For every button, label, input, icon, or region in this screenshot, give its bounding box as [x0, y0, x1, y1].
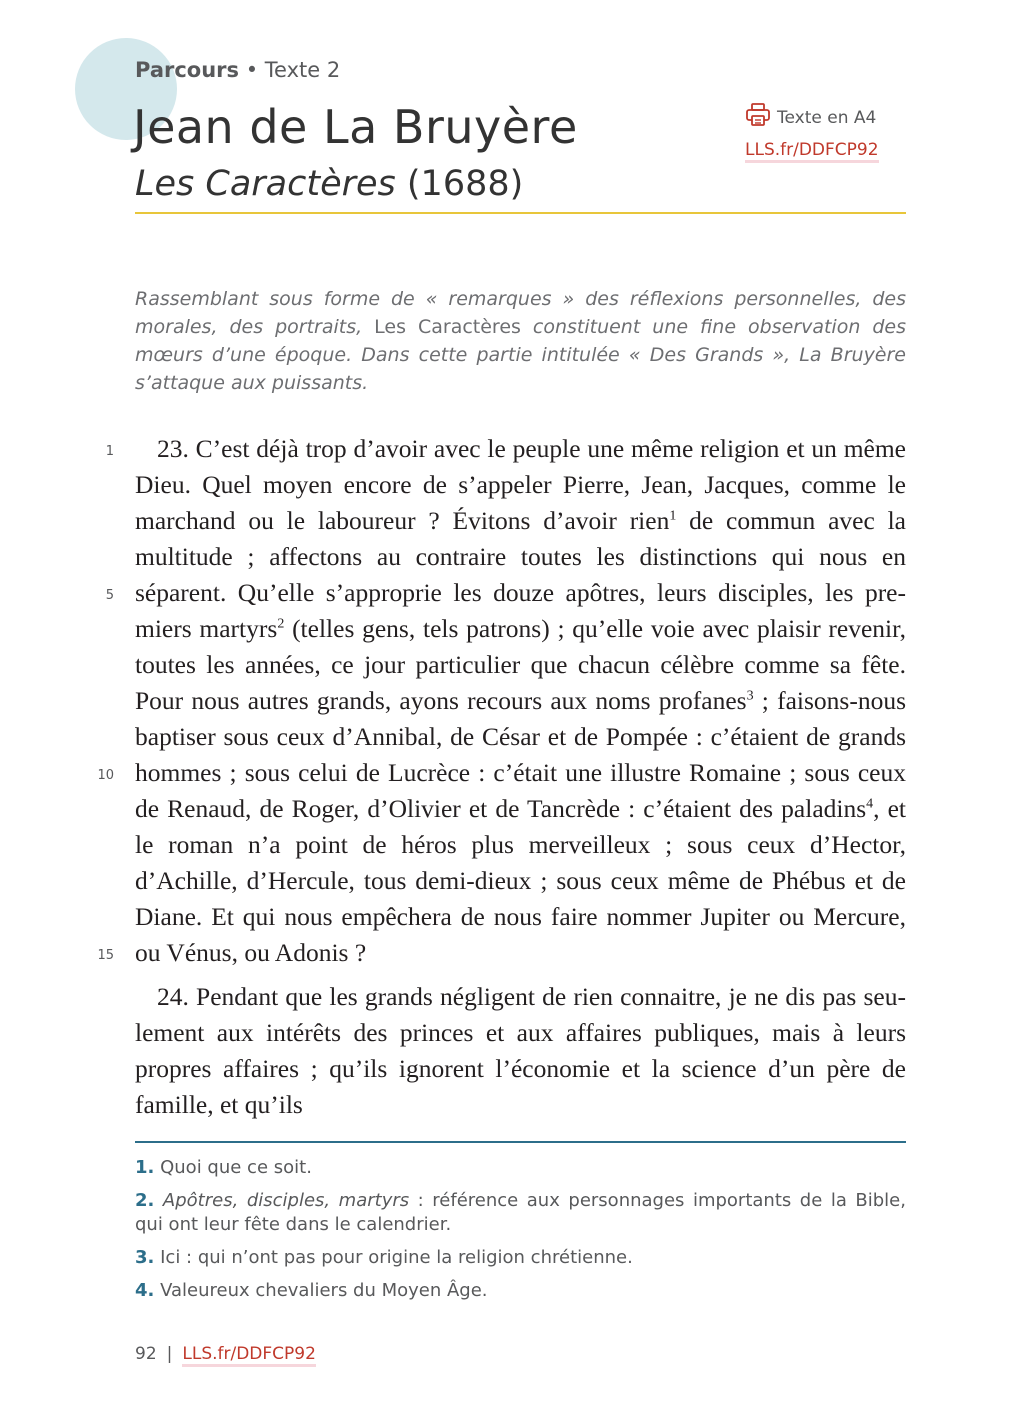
line-number-5: 5 — [105, 588, 114, 603]
footnote-number: 4. — [135, 1280, 155, 1301]
footnote-3 — [135, 1246, 906, 1270]
footer-separator: | — [166, 1344, 173, 1364]
footnote-number: 3. — [135, 1247, 155, 1268]
line-number-1: 1 — [105, 444, 114, 459]
a4-label: Texte en A4 — [777, 107, 877, 128]
footnote-ref-4[interactable]: 4 — [866, 796, 874, 812]
footnote-number: 2. — [135, 1190, 155, 1211]
footnotes — [135, 1156, 906, 1312]
footnote-text: Valeureux chevaliers du Moyen Âge. — [160, 1280, 488, 1301]
main-text — [135, 431, 906, 1123]
footnote-ref-3[interactable]: 3 — [746, 688, 754, 704]
p1-seg4: ; faisons-nous baptiser sous ceux d’Annibal, de César et de Pompée : c’étaient de grands hommes ; sous celui de Lucrèce : c’était une illustre Romaine ; sous ceux de Renaud, de Roger, d’Olivier et de Tancrède : c’étaient des paladins — [135, 686, 907, 823]
title-divider — [135, 212, 906, 214]
section-kicker — [135, 58, 340, 82]
footnote-ref-2[interactable]: 2 — [277, 616, 285, 632]
footnote-italic: Apôtres, disciples, martyrs — [162, 1190, 410, 1211]
kicker-parcours: Parcours — [135, 58, 240, 82]
footnote-4 — [135, 1279, 906, 1303]
p1-seg5: , et le roman n’a point de héros plus merveilleux ; sous ceux d’Hector, d’Achille, d’Hercule, tous demi-dieux ; sous ceux même de Phébus et de Diane. Et qui nous empêchera de nous faire nommer Jupiter ou Mercure, ou Vénus, ou Adonis ? — [135, 794, 906, 967]
p1-seg3: (telles gens, tels patrons) ; qu’elle voie avec plaisir revenir, toutes les années, ce jour particulier que chacun célèbre comme sa fête. Pour nous autres grands, ayons recours aux noms profanes — [135, 614, 906, 715]
intro-part1: Rassemblant sous forme de « remarques » des réflexions personnelles, des morales, des portraits, — [135, 288, 906, 338]
work-year: (1688) — [395, 164, 524, 204]
printer-icon[interactable] — [745, 103, 771, 132]
page-title-author: Jean de La Bruyère — [133, 100, 578, 154]
work-title — [135, 164, 523, 204]
paragraph-24: 24. Pendant que les grands négligent de rien connaitre, je ne dis pas seulement aux intérêts des princes et aux affaires publiques, mais à leurs propres affaires ; qu’ils ignorent l’économie et la science d’un père de famille, et qu’ils — [135, 982, 906, 1119]
work-name: Les Caractères — [135, 164, 396, 204]
footnotes-divider — [135, 1141, 906, 1143]
footer-link[interactable]: LLS.fr/DDFCP92 — [182, 1344, 316, 1367]
intro-work-title: Les Caractères — [374, 316, 521, 338]
line-number-15: 15 — [97, 948, 114, 963]
page-number: 92 — [135, 1344, 157, 1364]
footnote-1 — [135, 1156, 906, 1180]
a4-link[interactable]: LLS.fr/DDFCP92 — [745, 140, 879, 163]
footnote-text: Quoi que ce soit. — [160, 1157, 312, 1178]
a4-box — [745, 103, 879, 163]
footnote-ref-1[interactable]: 1 — [669, 508, 677, 524]
footnote-text: : référence aux personnages importants de la Bible, qui ont leur fête dans le calendrier. — [135, 1190, 906, 1235]
page-footer — [135, 1344, 316, 1364]
kicker-texte: • Texte 2 — [239, 58, 341, 82]
intro-part2: constituent une fine observation des mœurs d’une époque. Dans cette partie intitulée « Des Grands », La Bruyère s’attaque aux puissants. — [135, 316, 906, 394]
footnote-2 — [135, 1189, 906, 1237]
footnote-text: Ici : qui n’ont pas pour origine la religion chrétienne. — [160, 1247, 633, 1268]
intro-text — [135, 285, 906, 397]
p1-seg2: de commun avec la multitude ; affectons au contraire toutes les distinctions qui nous en séparent. Qu’elle s’approprie les douze apôtres, leurs disciples, les premiers martyrs — [135, 506, 907, 643]
line-number-10: 10 — [97, 768, 114, 783]
footnote-number: 1. — [135, 1157, 155, 1178]
paragraph-23 — [135, 431, 906, 971]
p1-seg1: 23. C’est déjà trop d’avoir avec le peuple une même religion et un même Dieu. Quel moyen encore de s’appeler Pierre, Jean, Jacques, comme le marchand ou le laboureur ? Évitons d’avoir rien — [135, 434, 906, 535]
